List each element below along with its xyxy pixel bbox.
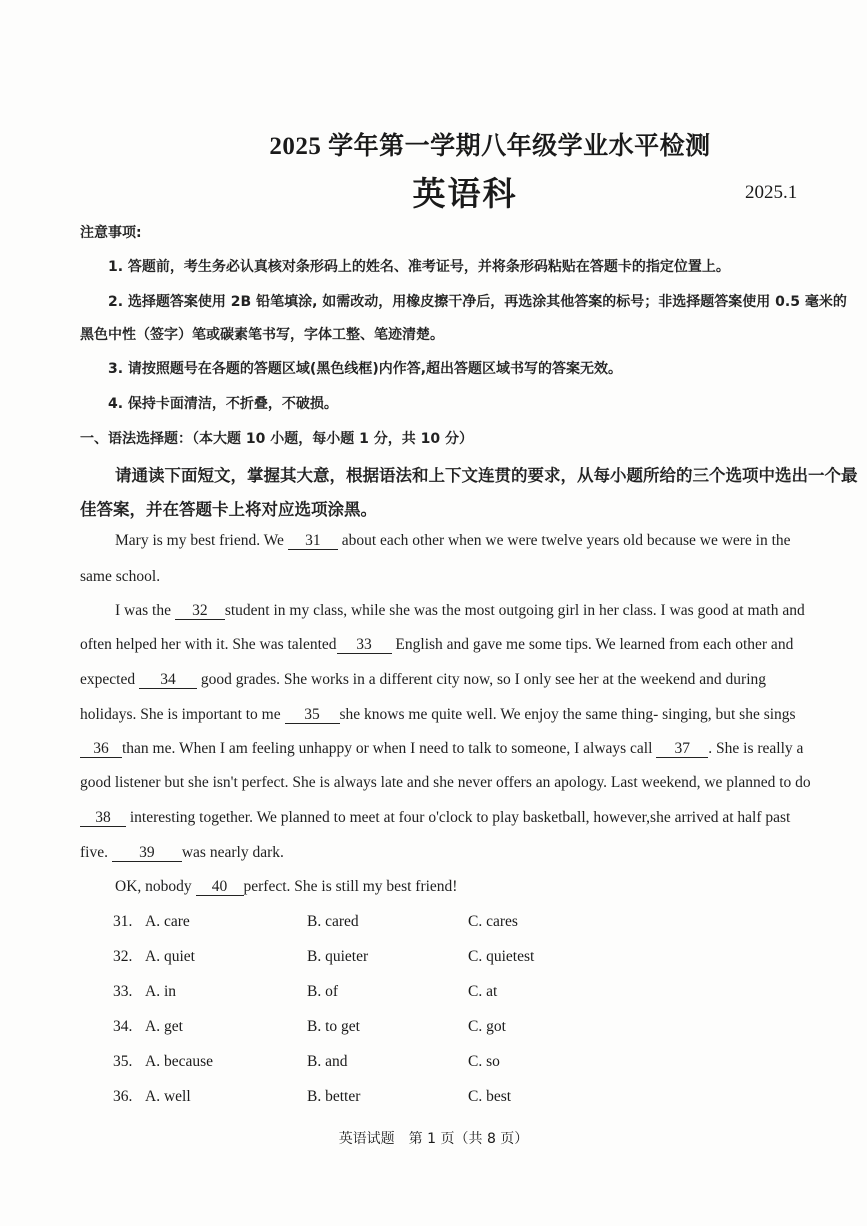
- subject-title: 英语科: [412, 177, 518, 213]
- blank-34[interactable]: 34: [139, 672, 197, 689]
- blank-35[interactable]: 35: [285, 707, 340, 724]
- passage-line: [80, 809, 790, 827]
- passage-line: [115, 532, 791, 550]
- passage-text: good listener but she isn't perfect. She is always late and she never offers an apology. Last weekend, we planned to do: [80, 774, 811, 791]
- option-b[interactable]: B. to get: [307, 1018, 360, 1035]
- passage-text: holidays. She is important to me: [80, 706, 281, 723]
- instruction-line2: 佳答案，并在答题卡上将对应选项涂黑。: [80, 500, 377, 519]
- passage-line: [80, 844, 284, 862]
- note-4: 4. 保持卡面清洁，不折叠，不破损。: [108, 396, 338, 412]
- option-number: 35.: [113, 1053, 133, 1070]
- option-a[interactable]: A. because: [145, 1053, 213, 1070]
- blank-31[interactable]: 31: [288, 533, 338, 550]
- passage-text: good grades. She works in a different city now, so I only see her at the weekend and during: [200, 671, 766, 688]
- passage-text: I was the: [115, 602, 171, 619]
- option-c[interactable]: C. quietest: [468, 948, 535, 965]
- exam-date: 2025.1: [745, 182, 798, 203]
- note-2-line2: 黑色中性（签字）笔或碳素笔书写，字体工整、笔迹清楚。: [80, 327, 444, 343]
- option-b[interactable]: B. and: [307, 1053, 348, 1070]
- option-a[interactable]: A. quiet: [145, 948, 195, 965]
- passage-line: [80, 671, 766, 689]
- passage-line: [80, 636, 793, 654]
- option-number: 32.: [113, 948, 133, 965]
- passage-text: same school.: [80, 568, 161, 585]
- note-2-line1: 2. 选择题答案使用 2B 铅笔填涂, 如需改动，用橡皮擦干净后，再选涂其他答案的标号；非选择题答案使用 0.5 毫米的: [108, 294, 847, 310]
- passage-line: [80, 706, 796, 724]
- passage-line: [80, 740, 803, 758]
- passage-text: often helped her with it. She was talented: [80, 636, 337, 653]
- option-number: 31.: [113, 913, 133, 930]
- option-b[interactable]: B. cared: [307, 913, 359, 930]
- blank-39[interactable]: 39: [112, 845, 182, 862]
- passage-text: OK, nobody: [115, 878, 192, 895]
- passage-text: student in my class, while she was the most outgoing girl in her class. I was good at math and: [224, 602, 805, 619]
- note-1: 1. 答题前，考生务必认真核对条形码上的姓名、准考证号，并将条形码粘贴在答题卡的指定位置上。: [108, 259, 730, 275]
- option-number: 34.: [113, 1018, 133, 1035]
- passage-text: she knows me quite well. We enjoy the same thing- singing, but she sings: [339, 706, 796, 723]
- passage-text: perfect. She is still my best friend!: [243, 878, 458, 895]
- passage-line: [115, 602, 805, 620]
- passage-line: [80, 774, 811, 792]
- instruction-line1: 请通读下面短文，掌握其大意，根据语法和上下文连贯的要求，从每小题所给的三个选项中选出一个最: [115, 466, 858, 485]
- passage-line: [115, 878, 457, 896]
- blank-40[interactable]: 40: [196, 879, 244, 896]
- option-c[interactable]: C. best: [468, 1088, 512, 1105]
- passage-text: than me. When I am feeling unhappy or when I need to talk to someone, I always call: [122, 740, 653, 757]
- option-a[interactable]: A. care: [145, 913, 190, 930]
- option-number: 36.: [113, 1088, 133, 1105]
- passage-text: interesting together. We planned to meet at four o'clock to play basketball, however,she arrived at half past: [129, 809, 791, 826]
- blank-33[interactable]: 33: [337, 637, 392, 654]
- option-c[interactable]: C. got: [468, 1018, 506, 1035]
- notes-heading: 注意事项:: [80, 225, 142, 241]
- blank-37[interactable]: 37: [656, 741, 708, 758]
- passage-text: about each other when we were twelve years old because we were in the: [341, 532, 791, 549]
- option-a[interactable]: A. get: [145, 1018, 183, 1035]
- option-c[interactable]: C. at: [468, 983, 498, 1000]
- option-c[interactable]: C. so: [468, 1053, 500, 1070]
- option-b[interactable]: B. better: [307, 1088, 361, 1105]
- option-b[interactable]: B. quieter: [307, 948, 369, 965]
- note-3: 3. 请按照题号在各题的答题区域(黑色线框)内作答,超出答题区域书写的答案无效。: [108, 361, 623, 377]
- blank-32[interactable]: 32: [175, 603, 225, 620]
- passage-text: English and gave me some tips. We learned from each other and: [395, 636, 794, 653]
- passage-text: expected: [80, 671, 136, 688]
- exam-title: 2025 学年第一学期八年级学业水平检测: [269, 133, 711, 160]
- option-number: 33.: [113, 983, 133, 1000]
- option-c[interactable]: C. cares: [468, 913, 518, 930]
- passage-text: was nearly dark.: [181, 844, 284, 861]
- passage-line: [80, 568, 160, 586]
- passage-text: five.: [80, 844, 108, 861]
- blank-36[interactable]: 36: [80, 741, 122, 758]
- blank-38[interactable]: 38: [80, 810, 126, 827]
- option-a[interactable]: A. well: [145, 1088, 191, 1105]
- option-b[interactable]: B. of: [307, 983, 338, 1000]
- option-a[interactable]: A. in: [145, 983, 176, 1000]
- passage-text: Mary is my best friend. We: [115, 532, 284, 549]
- page-footer: 英语试题 第 1 页（共 8 页）: [338, 1131, 529, 1147]
- passage-text: . She is really a: [708, 740, 804, 757]
- section-heading: 一、语法选择题：（本大题 10 小题，每小题 1 分，共 10 分）: [80, 431, 473, 447]
